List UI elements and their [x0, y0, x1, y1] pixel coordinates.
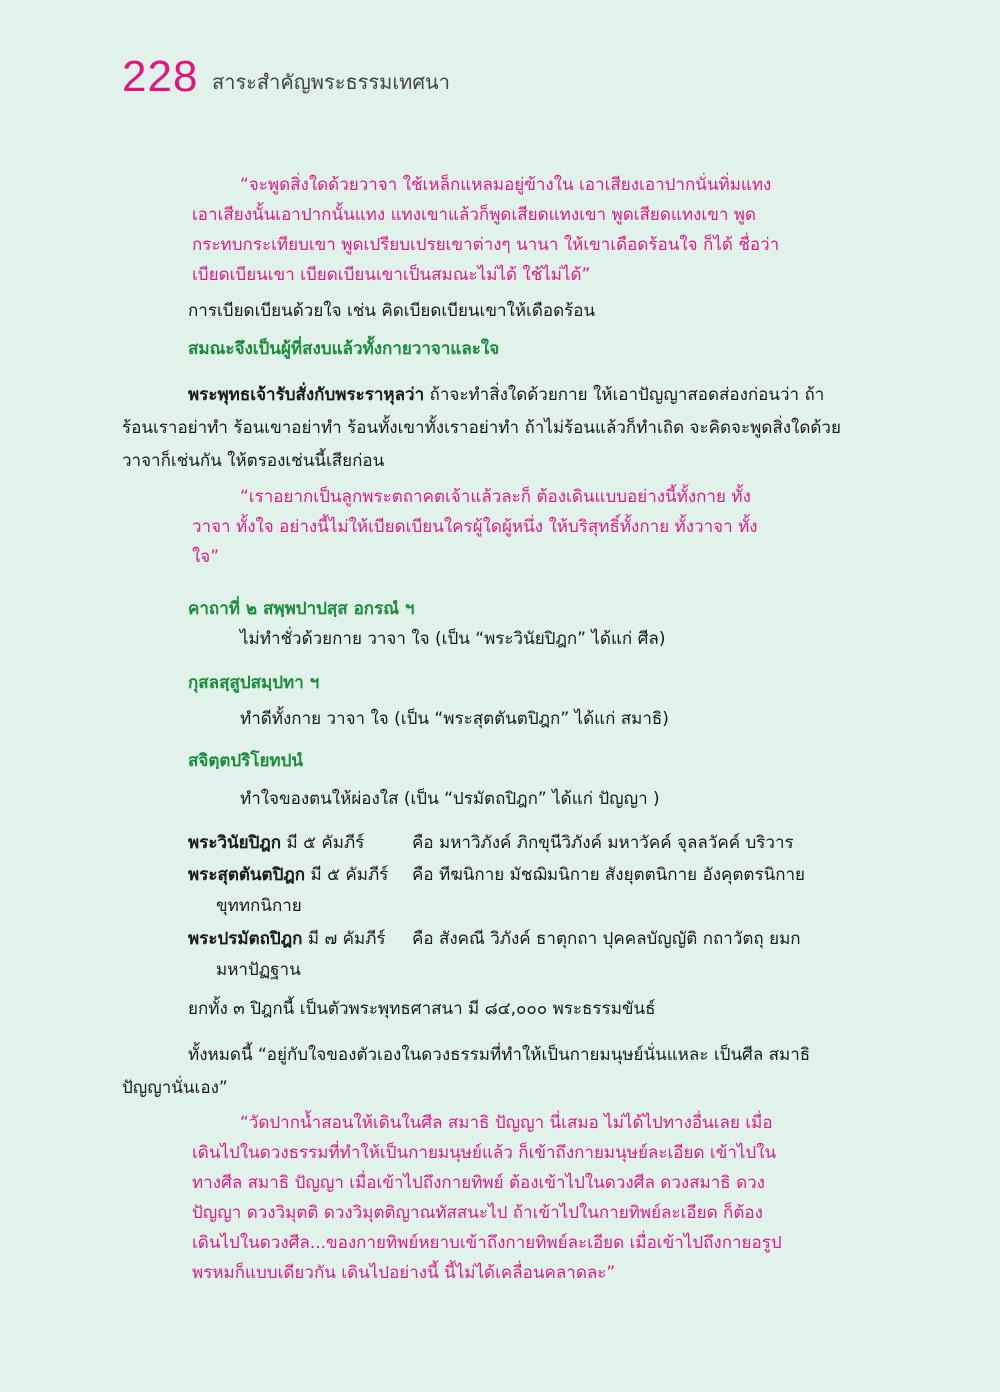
citta-heading: สจิตฺตปริโยทปนํ — [188, 751, 304, 771]
paragraph-summary: ทั้งหมดนี้ “อยู่กับใจของตัวเองในดวงธรรมที่ทำให้เป็นกายมนุษย์นั่นแหละ เป็นศีล สมาธิปัญญานั่นเอง” — [122, 1045, 811, 1098]
pitaka-count: มี ๗ คัมภีร์ — [302, 929, 386, 949]
citta-line-panna: ทำใจของตนให้ผ่องใส (เป็น “ปรมัตถปิฎก” ได้แก่ ปัญญา ) — [240, 789, 660, 809]
summary-line: ยกทั้ง ๓ ปิฎกนี้ เป็นตัวพระพุทธศาสนา มี ๘๔,๐๐๐ พระธรรมขันธ์ — [188, 999, 656, 1019]
quote-tathagata: “เราอยากเป็นลูกพระตถาคตเจ้าแล้วละก็ ต้องเดินแบบอย่างนี้ทั้งกาย ทั้งวาจา ทั้งใจ อย่างนี้ไม่ให้เบียดเบียนใครผู้ใดผู้หนึ่ง ให้บริสุทธิ์ทั้งกาย ทั้งวาจา ทั้งใจ” — [192, 487, 758, 567]
quote-wat-paknam: “วัดปากน้ำสอนให้เดินในศีล สมาธิ ปัญญา นี่เสมอ ไม่ได้ไปทางอื่นเลย เมื่อเดินไปในดวงธรรมที่ทำให้เป็นกายมนุษย์แล้ว ก็เข้าถึงกายมนุษย์ละเอียด เข้าไปในทางศีล สมาธิ ปัญญา เมื่อเข้าไปถึงกายทิพย์ ต้องเข้าไปในดวงศีล ดวงสมาธิ ดวงปัญญา ดวงวิมุตติ ดวงวิมุตติญาณทัสสนะไป ถ้าเข้าไปในกายทิพย์ละเอียด ก็ต้องเดินไปในดวงศีล...ของกายทิพย์หยาบเข้าถึงกายทิพย์ละเอียด เมื่อเข้าไปถึงกายอรูปพรหมก็แบบเดียวกัน เดินไปอย่างนี้ นี้ไม่ได้เคลื่อนคลาดละ” — [192, 1113, 782, 1283]
pitaka-list: คือ ทีฆนิกาย มัชฌิมนิกาย สังยุตตนิกาย อังคุตตรนิกาย — [412, 865, 805, 885]
pitaka-row — [188, 862, 388, 888]
paragraph-rahula — [122, 379, 852, 478]
line-mind-harm: การเบียดเบียนด้วยใจ เช่น คิดเบียดเบียนเขาให้เดือดร้อน — [188, 301, 596, 321]
page-number: 228 — [122, 52, 199, 101]
quote-speech: “จะพูดสิ่งใดด้วยวาจา ใช้เหล็กแหลมอยู่ข้างใน เอาเสียงเอาปากนั่นทิ่มแทง เอาเสียงนั้นเอาปากนั้นแทง แทงเขาแล้วก็พูดเสียดแทงเขา พูดเสียดแทงเขา พูดกระทบกระเทียบเขา พูดเปรียบเปรยเขาต่างๆ นานา ให้เขาเดือดร้อนใจ ก็ได้ ชื่อว่าเบียดเบียนเขา เบียดเบียนเขาเป็นสมณะไม่ได้ ใช้ไม่ได้” — [192, 175, 780, 285]
pitaka-list-continued: มหาปัฏฐาน — [216, 960, 301, 980]
heading-samana: สมณะจึงเป็นผู้ที่สงบแล้วทั้งกายวาจาและใจ — [188, 339, 500, 359]
pitaka-row — [188, 926, 386, 952]
pitaka-list: คือ สังคณี วิภังค์ ธาตุกถา ปุคคลบัญญัติ กถาวัตถุ ยมก — [412, 929, 801, 949]
gatha-heading: คาถาที่ ๒ สพฺพปาปสฺส อกรณํ ฯ — [188, 599, 415, 619]
gatha-line-sila: ไม่ทำชั่วด้วยกาย วาจา ใจ (เป็น “พระวินัยปิฎก” ได้แก่ ศีล) — [240, 629, 666, 649]
pitaka-row — [188, 830, 364, 856]
pitaka-list: คือ มหาวิภังค์ ภิกขุนีวิภังค์ มหาวัคค์ จุลลวัคค์ บริวาร — [412, 833, 794, 853]
kusala-heading: กุสลสฺสูปสมฺปทา ฯ — [188, 673, 320, 693]
paragraph-rahula-lead: พระพุทธเจ้ารับสั่งกับพระราหุลว่า — [188, 385, 425, 405]
book-title: สาระสำคัญพระธรรมเทศนา — [212, 70, 450, 94]
kusala-line-samadhi: ทำดีทั้งกาย วาจา ใจ (เป็น “พระสุตตันตปิฎก” ได้แก่ สมาธิ) — [240, 709, 669, 729]
pitaka-list-continued: ขุททกนิกาย — [216, 896, 302, 916]
pitaka-count: มี ๕ คัมภีร์ — [281, 833, 365, 853]
paragraph-rahula-body: ถ้าจะทำสิ่งใดด้วยกาย ให้เอาปัญญาสอดส่องก่อนว่า ถ้าร้อนเราอย่าทำ ร้อนเขาอย่าทำ ร้อนทั้งเขาทั้งเราอย่าทำ ถ้าไม่ร้อนแล้วก็ทำเถิด จะคิดจะพูดสิ่งใดด้วยวาจาก็เช่นกัน ให้ตรองเช่นนี้เสียก่อน — [122, 385, 841, 471]
pitaka-name: พระปรมัตถปิฎก — [188, 929, 303, 949]
pitaka-name: พระวินัยปิฎก — [188, 833, 282, 853]
pitaka-count: มี ๕ คัมภีร์ — [305, 865, 389, 885]
pitaka-name: พระสุตตันตปิฎก — [188, 865, 306, 885]
